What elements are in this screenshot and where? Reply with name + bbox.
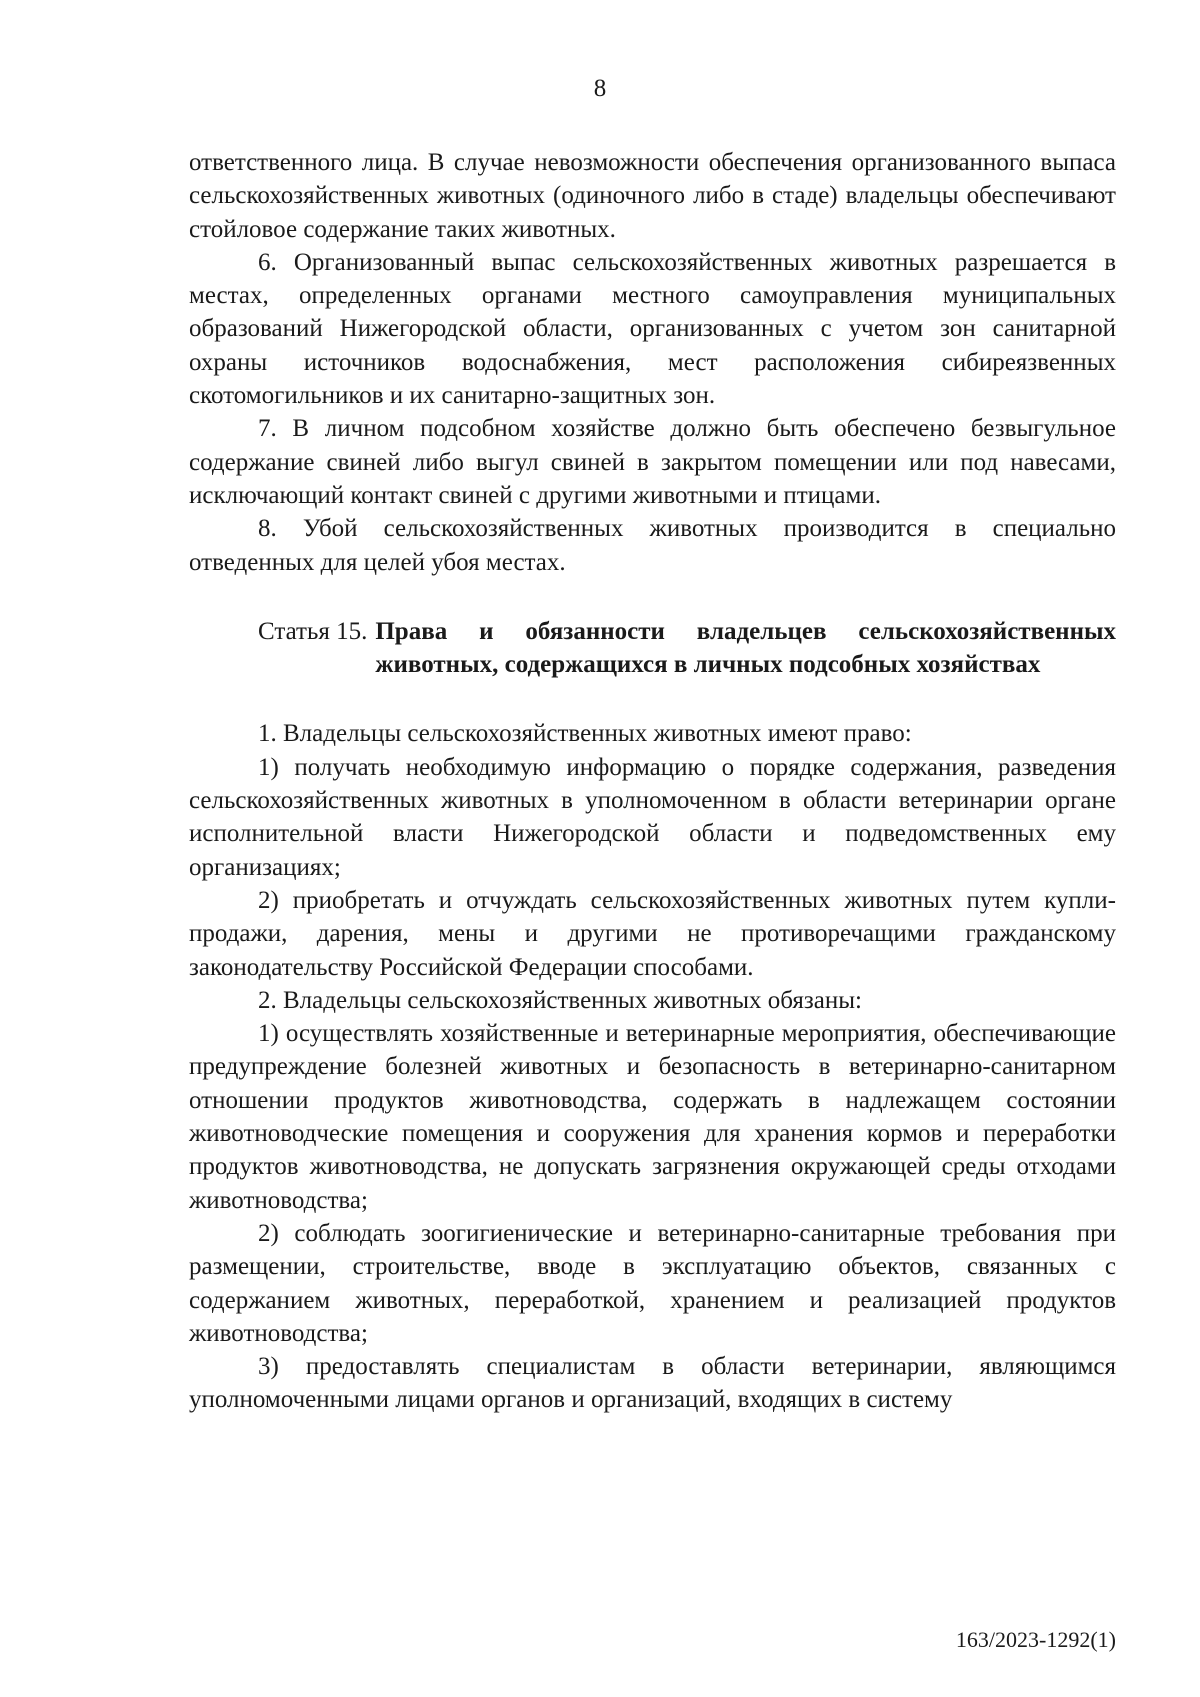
paragraph-item-6: 6. Организованный выпас сельскохозяйственных животных разрешается в местах, определенных органами местного самоуправления муниципальных образований Нижегородской области, организованных с учетом зон санитарной охраны источников водоснабжения, мест расположения сибиреязвенных скотомогильников и их санитарно-защитных зон. (189, 248, 1116, 410)
paragraph-duty-1: 1) осуществлять хозяйственные и ветеринарные мероприятия, обеспечивающие предупреждение болезней животных и безопасность в ветеринарно-санитарном отношении продуктов животноводства, содержать в надлежащем состоянии животноводческие помещения и сооружения для хранения кормов и переработки продуктов животноводства, не допускать загрязнения окружающей среды отходами животноводства; (189, 1020, 1116, 1214)
paragraph-right-1: 1) получать необходимую информацию о порядке содержания, разведения сельскохозяйственных животных в уполномоченном в области ветеринарии органе исполнительной власти Нижегородской области и подведомственных ему организациях; (189, 753, 1116, 881)
article-heading (189, 615, 1116, 682)
paragraph-continuation: ответственного лица. В случае невозможности обеспечения организованного выпаса сельскохозяйственных животных (одиночного либо в стаде) владельцы обеспечивают стойловое содержание таких животных. (189, 149, 1116, 243)
paragraph-item-8: 8. Убой сельскохозяйственных животных производится в специально отведенных для целей убоя местах. (189, 515, 1116, 576)
paragraph-duty-2: 2) соблюдать зоогигиенические и ветеринарно-санитарные требования при размещении, строительстве, вводе в эксплуатацию объектов, связанных с содержанием животных, переработкой, хранением и реализацией продуктов животноводства; (189, 1219, 1116, 1347)
paragraph-rights-intro: 1. Владельцы сельскохозяйственных животных имеют право: (258, 720, 912, 748)
page-number: 8 (593, 75, 607, 102)
document-code: 163/2023-1292(1) (955, 1627, 1116, 1652)
paragraph-duties-intro: 2. Владельцы сельскохозяйственных животных обязаны: (258, 986, 862, 1014)
paragraph-right-2: 2) приобретать и отчуждать сельскохозяйственных животных путем купли-продажи, дарения, мены и другими не противоречащими гражданскому законодательству Российской Федерации способами. (189, 886, 1116, 981)
paragraph-duty-3: 3) предоставлять специалистам в области ветеринарии, являющимся уполномоченными лицами органов и организаций, входящих в систему (189, 1353, 1116, 1414)
document-body (189, 146, 1116, 1417)
paragraph-item-7: 7. В личном подсобном хозяйстве должно быть обеспечено безвыгульное содержание свиней либо выгул свиней в закрытом помещении или под навесами, исключающий контакт свиней с другими животными и птицами. (189, 415, 1116, 509)
article-label: Статья 15. (258, 617, 368, 645)
article-title: Права и обязанности владельцев сельскохозяйственных животных, содержащихся в личных подсобных хозяйствах (375, 617, 1116, 679)
